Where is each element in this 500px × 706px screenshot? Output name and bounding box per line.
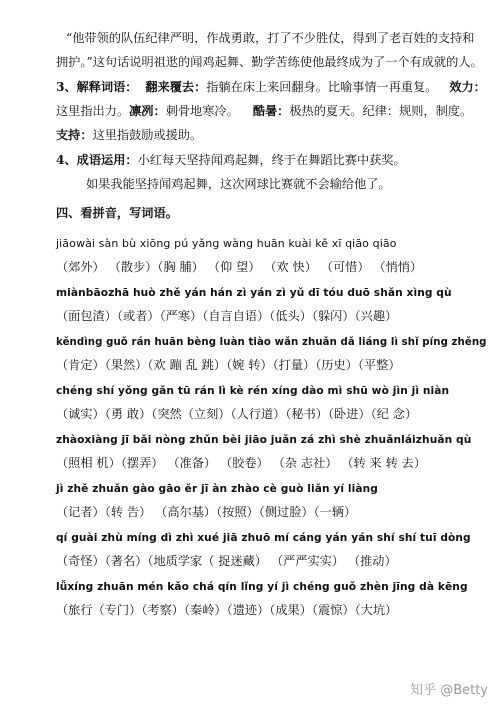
answer-words-line: （郊外） （散步）（胸 脯） （仰 望） （欢 快） （可惜） （悄悄） bbox=[56, 260, 423, 274]
explain-line-1 bbox=[56, 79, 486, 95]
answer-words-line: （记者）（转 告） （高尔基）（按照）（侧过脸）（一辆） bbox=[56, 505, 357, 519]
pinyin-line: chéng shí yǒng gǎn tū rán lì kè rén xíng dào mì shū wò jìn jì niàn bbox=[56, 385, 450, 397]
def-fanlaifuqu: 指躺在床上来回翻身。比喻事情一再重复。 bbox=[206, 80, 438, 94]
section-title: 四、看拼音，写词语。 bbox=[56, 206, 178, 220]
term-xiaoli: 效力： bbox=[449, 80, 486, 94]
term-kushu: 酷暑： bbox=[252, 104, 290, 118]
pinyin-line: kěndìng guǒ rán huān bèng luàn tiào wǎn zhuǎn dǎ liáng lì shǐ píng zhěng bbox=[56, 336, 487, 348]
answer-words-line: （奇怪）（著名）（地质学家（ 捉迷藏） （严严实实） （推动） bbox=[56, 554, 397, 568]
answer-words-line: （照相 机）（摆弄） （准备） （胶卷） （杂 志社） （转 来 转 去） bbox=[56, 456, 427, 470]
pinyin-line: jiāowài sàn bù xiōng pú yǎng wàng huān kuài kě xī qiāo qiāo bbox=[56, 237, 397, 250]
paragraph-line-2: 拥护。”这句话说明祖逖的闻鸡起舞、勤学苦练使他最终成为了一个有成就的人。 bbox=[56, 55, 483, 69]
pinyin-line: qí guài zhù míng dì zhì xué jiā zhuō mí cáng yán yán shí shí tuī dòng bbox=[56, 532, 471, 544]
explain-line-2 bbox=[56, 103, 472, 119]
idiom-sentence-1: 小红每天坚持闻鸡起舞，终于在舞蹈比赛中获奖。 bbox=[137, 153, 406, 167]
explain-line-3 bbox=[56, 127, 202, 143]
def-kushu: 极热的夏天。纪律：规则，制度。 bbox=[289, 104, 473, 118]
idiom-line-1 bbox=[56, 152, 406, 168]
idiom-heading: 4、成语运用： bbox=[56, 153, 138, 167]
idiom-sentence-2: 如果我能坚持闻鸡起舞，这次网球比赛就不会输给他了。 bbox=[86, 177, 391, 191]
pinyin-line: zhàoxiàng jī bǎi nòng zhǔn bèi jiāo juǎn zá zhì shè zhuǎnláizhuǎn qù bbox=[56, 434, 472, 446]
pinyin-line: miànbāozhā huò zhě yán hán zì yán zì yǔ dī tóu duō shǎn xìng qù bbox=[56, 287, 452, 299]
answer-words-line: （肯定）（果然）（欢 蹦 乱 跳）（婉 转）（打量）（历史）（平整） bbox=[56, 358, 401, 372]
paragraph-line-1: “他带领的队伍纪律严明，作战勇敢，打了不少胜仗，得到了老百姓的支持和 bbox=[66, 31, 475, 45]
pinyin-line: lǚxíng zhuān mén kǎo chá qín lǐng yí jì chéng guǒ zhèn jīng dà kēng bbox=[56, 581, 468, 593]
answer-words-line: （旅行（专门）（考察）（秦岭）（遗迹）（成果）（震惊）（大坑） bbox=[56, 603, 398, 617]
term-zhichi: 支持： bbox=[56, 128, 93, 142]
term-linlie: 凛冽： bbox=[129, 104, 166, 118]
def-linlie: 刺骨地寒冷。 bbox=[165, 104, 239, 118]
explain-heading: 解释词语： bbox=[76, 80, 138, 94]
watermark: 知乎 @Betty bbox=[410, 683, 488, 698]
pinyin-line: jì zhě zhuǎn gào gāo ěr jī àn zhào cè guò liǎn yí liàng bbox=[56, 483, 378, 495]
term-fanlaifuqu: 翻来覆去： bbox=[145, 80, 207, 94]
explain-heading-number: 3、 bbox=[56, 80, 77, 94]
def-xiaoli: 这里指出力。 bbox=[56, 104, 130, 118]
answer-words-line: （诚实）（勇 敢）（突然（立刻）（人行道）（秘书）（卧进）（纪 念） bbox=[56, 407, 418, 421]
answer-words-line: （面包渣）（或者）（严寒）（自言自语）（低头）（躲闪）（兴趣） bbox=[56, 309, 398, 323]
def-zhichi: 这里指鼓励或援助。 bbox=[92, 128, 203, 142]
